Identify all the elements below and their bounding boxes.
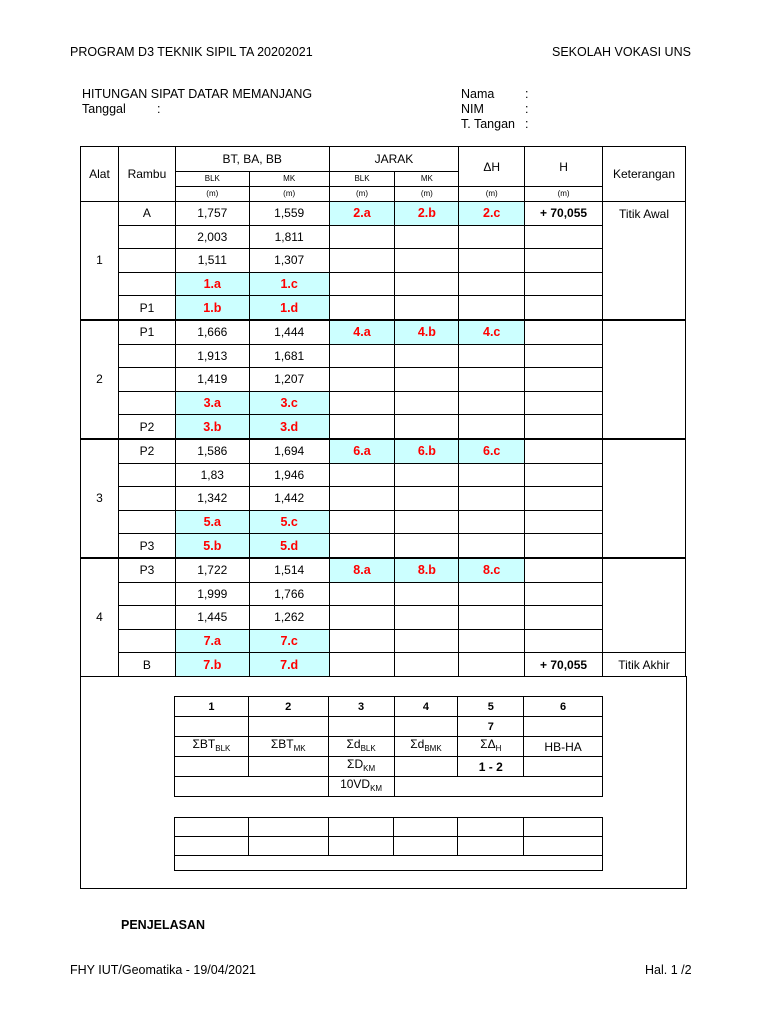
header-rambu: Rambu [118, 147, 175, 202]
empty-cell [394, 757, 458, 777]
empty-cell [525, 296, 603, 320]
nama-colon: : [525, 87, 529, 101]
mk-cell: 1,514 [249, 558, 329, 582]
table-row [81, 653, 686, 677]
empty-cell [395, 344, 459, 368]
blk-cell: 1,722 [175, 558, 249, 582]
empty-cell [395, 272, 459, 296]
rambu-cell [118, 510, 175, 534]
empty-cell [395, 225, 459, 249]
empty-cell [248, 757, 328, 777]
empty-cell [395, 249, 459, 273]
rambu-cell: B [118, 653, 175, 677]
header-alat: Alat [81, 147, 119, 202]
mk-cell: 1,946 [249, 463, 329, 487]
mk-cell: 5.c [249, 510, 329, 534]
rambu-cell [118, 344, 175, 368]
empty-cell [329, 606, 395, 630]
sum-d-bmk: $\Sigma d_{BMK}$ [394, 737, 458, 757]
table-row [81, 629, 686, 653]
blk-cell: 3.b [175, 415, 249, 439]
h-cell [525, 320, 603, 344]
empty-cell [395, 368, 459, 392]
rambu-cell: P2 [118, 439, 175, 463]
summary-col-1: 1 [175, 697, 249, 717]
mk-cell: 1,207 [249, 368, 329, 392]
rambu-cell: P3 [118, 558, 175, 582]
alat-cell: 3 [81, 439, 119, 558]
summary-col-5: 5 [458, 697, 524, 717]
empty-cell [329, 653, 395, 677]
one-minus-two: 1 - 2 [458, 757, 524, 777]
mk-cell: 1,444 [249, 320, 329, 344]
sum-delta-h: $\Sigma\Delta_H$ [458, 737, 524, 757]
blk-cell: 2,003 [175, 225, 249, 249]
tanggal-label: Tanggal [82, 102, 126, 116]
summary-col-6: 6 [524, 697, 603, 717]
empty-cell [394, 717, 458, 737]
sum-bt-mk: $\Sigma BT_{MK}$ [248, 737, 328, 757]
table-row [81, 487, 686, 511]
rambu-cell: P1 [118, 320, 175, 344]
empty-cell [395, 534, 459, 558]
empty-cell [525, 582, 603, 606]
empty-cell [459, 653, 525, 677]
table-row [81, 296, 686, 320]
empty-cell [329, 225, 395, 249]
unit-cell: (m) [459, 187, 525, 202]
empty-cell [525, 534, 603, 558]
empty-cell [175, 837, 249, 856]
tanggal-colon: : [157, 102, 161, 116]
empty-cell [525, 368, 603, 392]
jarak-mk-cell: 2.b [395, 202, 459, 226]
rambu-cell [118, 391, 175, 415]
empty-cell [175, 818, 249, 837]
empty-cell [459, 344, 525, 368]
nama-label: Nama [461, 87, 495, 101]
table-row [81, 368, 686, 392]
header-program: PROGRAM D3 TEKNIK SIPIL TA 20202021 [70, 45, 313, 59]
delta-h-cell: 4.c [459, 320, 525, 344]
header-bt-ba-bb: BT, BA, BB [175, 147, 329, 172]
summary-col-3: 3 [328, 697, 394, 717]
summary-col-7: 7 [458, 717, 524, 737]
empty-cell [459, 296, 525, 320]
empty-cell [329, 272, 395, 296]
empty-cell [395, 510, 459, 534]
empty-cell [458, 837, 524, 856]
empty-cell [459, 487, 525, 511]
mk-cell: 1,442 [249, 487, 329, 511]
delta-h-cell: 8.c [459, 558, 525, 582]
table-row [81, 202, 686, 226]
empty-cell [459, 225, 525, 249]
blk-cell: 1,511 [175, 249, 249, 273]
header-keterangan: Keterangan [603, 147, 686, 202]
unit-cell: (m) [329, 187, 395, 202]
table-row [81, 558, 686, 582]
empty-cell [328, 717, 394, 737]
ten-vd-km: $10VD_{KM}$ [328, 777, 394, 797]
mk-cell: 1,811 [249, 225, 329, 249]
header-school: SEKOLAH VOKASI UNS [552, 45, 691, 59]
rambu-cell [118, 582, 175, 606]
empty-cell [459, 368, 525, 392]
sum-bt-blk: $\Sigma BT_{BLK}$ [175, 737, 249, 757]
rambu-cell [118, 272, 175, 296]
blk-cell: 1.b [175, 296, 249, 320]
alat-cell: 4 [81, 558, 119, 676]
empty-cell [525, 225, 603, 249]
empty-cell [395, 653, 459, 677]
blk-cell: 3.a [175, 391, 249, 415]
empty-cell [525, 249, 603, 273]
h-cell: + 70,055 [525, 202, 603, 226]
empty-cell [329, 368, 395, 392]
empty-cell [395, 415, 459, 439]
blk-cell: 1.a [175, 272, 249, 296]
empty-cell [395, 582, 459, 606]
jarak-mk-cell: 4.b [395, 320, 459, 344]
mk-cell: 7.d [249, 653, 329, 677]
rambu-cell [118, 606, 175, 630]
empty-cell [329, 249, 395, 273]
ttangan-label: T. Tangan [461, 117, 515, 131]
empty-cell [329, 487, 395, 511]
alat-cell: 2 [81, 320, 119, 439]
empty-cell [525, 510, 603, 534]
mk-cell: 1.c [249, 272, 329, 296]
empty-cell [394, 818, 458, 837]
empty-cell [525, 391, 603, 415]
empty-cell [394, 777, 602, 797]
empty-cell [248, 837, 328, 856]
blk-cell: 1,666 [175, 320, 249, 344]
empty-cell [329, 510, 395, 534]
mk-cell: 3.c [249, 391, 329, 415]
mk-cell: 1,681 [249, 344, 329, 368]
table-row [81, 272, 686, 296]
mk-cell: 3.d [249, 415, 329, 439]
mk-cell: 7.c [249, 629, 329, 653]
empty-cell [329, 415, 395, 439]
empty-cell [175, 717, 249, 737]
h-cell: + 70,055 [525, 653, 603, 677]
rambu-cell [118, 487, 175, 511]
empty-cell [329, 534, 395, 558]
rambu-cell [118, 225, 175, 249]
summary-col-4: 4 [394, 697, 458, 717]
empty-cell [459, 629, 525, 653]
jarak-mk-cell: 6.b [395, 439, 459, 463]
blk-cell: 5.a [175, 510, 249, 534]
empty-cell [459, 582, 525, 606]
blk-cell: 1,586 [175, 439, 249, 463]
rambu-cell [118, 629, 175, 653]
table-row [81, 320, 686, 344]
blk-cell: 1,757 [175, 202, 249, 226]
empty-cell [459, 391, 525, 415]
rambu-cell: P2 [118, 415, 175, 439]
keterangan-cell [603, 439, 686, 558]
header-jarak: JARAK [329, 147, 459, 172]
jarak-blk-cell: 2.a [329, 202, 395, 226]
rambu-cell [118, 249, 175, 273]
mk-cell: 5.d [249, 534, 329, 558]
unit-cell: (m) [395, 187, 459, 202]
subheader-mk: MK [249, 172, 329, 187]
empty-cell [459, 249, 525, 273]
blk-cell: 1,419 [175, 368, 249, 392]
blk-cell: 7.a [175, 629, 249, 653]
blk-cell: 1,342 [175, 487, 249, 511]
nim-label: NIM [461, 102, 484, 116]
table-row [81, 606, 686, 630]
rambu-cell: A [118, 202, 175, 226]
nim-colon: : [525, 102, 529, 116]
empty-cell [248, 818, 328, 837]
empty-cell [525, 487, 603, 511]
table-row [81, 510, 686, 534]
empty-cell [328, 837, 394, 856]
empty-cell [395, 629, 459, 653]
empty-cell [524, 818, 603, 837]
empty-cell [395, 487, 459, 511]
delta-h-cell: 2.c [459, 202, 525, 226]
table-row [81, 225, 686, 249]
blank-table [174, 817, 603, 871]
blk-cell: 5.b [175, 534, 249, 558]
empty-cell [329, 629, 395, 653]
penjelasan-heading: PENJELASAN [121, 918, 206, 932]
subheader-jarak-blk: BLK [329, 172, 395, 187]
empty-cell [459, 534, 525, 558]
empty-cell [328, 818, 394, 837]
keterangan-cell: Titik Awal [603, 202, 686, 320]
delta-h-cell: 6.c [459, 439, 525, 463]
empty-cell [394, 837, 458, 856]
empty-cell [525, 344, 603, 368]
empty-cell [459, 415, 525, 439]
table-row [81, 463, 686, 487]
form-title: HITUNGAN SIPAT DATAR MEMANJANG [82, 87, 313, 101]
mk-cell: 1,262 [249, 606, 329, 630]
footer-left: FHY IUT/Geomatika - 19/04/2021 [70, 963, 256, 977]
hb-ha: HB-HA [524, 737, 603, 757]
mk-cell: 1,559 [249, 202, 329, 226]
table-row [81, 439, 686, 463]
empty-cell [248, 717, 328, 737]
blk-cell: 1,913 [175, 344, 249, 368]
empty-cell [175, 757, 249, 777]
sum-d-km: $\Sigma D_{KM}$ [328, 757, 394, 777]
mk-cell: 1,766 [249, 582, 329, 606]
empty-cell [329, 463, 395, 487]
mk-cell: 1,307 [249, 249, 329, 273]
empty-cell [329, 391, 395, 415]
empty-cell [524, 717, 603, 737]
summary-table [174, 696, 603, 797]
empty-cell [525, 629, 603, 653]
blk-cell: 7.b [175, 653, 249, 677]
empty-cell [459, 272, 525, 296]
empty-cell [395, 296, 459, 320]
blk-cell: 1,999 [175, 582, 249, 606]
empty-cell [395, 391, 459, 415]
table-row [81, 249, 686, 273]
table-row [81, 415, 686, 439]
h-cell [525, 558, 603, 582]
empty-cell [175, 777, 329, 797]
empty-cell [329, 296, 395, 320]
leveling-table [80, 146, 686, 677]
empty-cell [525, 463, 603, 487]
rambu-cell: P1 [118, 296, 175, 320]
header-delta-h: ΔH [459, 147, 525, 187]
empty-cell [329, 582, 395, 606]
jarak-blk-cell: 4.a [329, 320, 395, 344]
table-row [81, 391, 686, 415]
keterangan-cell [603, 558, 686, 653]
mk-cell: 1.d [249, 296, 329, 320]
unit-cell: (m) [175, 187, 249, 202]
mk-cell: 1,694 [249, 439, 329, 463]
keterangan-cell [603, 320, 686, 439]
empty-cell [458, 818, 524, 837]
rambu-cell [118, 463, 175, 487]
unit-cell: (m) [525, 187, 603, 202]
sum-d-blk: $\Sigma d_{BLK}$ [328, 737, 394, 757]
empty-cell [395, 606, 459, 630]
empty-cell [525, 272, 603, 296]
blk-cell: 1,83 [175, 463, 249, 487]
unit-cell: (m) [249, 187, 329, 202]
empty-cell [524, 837, 603, 856]
blk-cell: 1,445 [175, 606, 249, 630]
table-row [81, 582, 686, 606]
empty-cell [459, 510, 525, 534]
h-cell [525, 439, 603, 463]
subheader-blk: BLK [175, 172, 249, 187]
rambu-cell: P3 [118, 534, 175, 558]
page-number: Hal. 1 /2 [645, 963, 692, 977]
empty-cell [525, 415, 603, 439]
jarak-blk-cell: 8.a [329, 558, 395, 582]
subheader-jarak-mk: MK [395, 172, 459, 187]
empty-cell [329, 344, 395, 368]
jarak-blk-cell: 6.a [329, 439, 395, 463]
ttangan-colon: : [525, 117, 529, 131]
rambu-cell [118, 368, 175, 392]
keterangan-cell: Titik Akhir [603, 653, 686, 677]
jarak-mk-cell: 8.b [395, 558, 459, 582]
empty-cell [175, 856, 603, 871]
summary-col-2: 2 [248, 697, 328, 717]
table-row [81, 534, 686, 558]
table-row [81, 344, 686, 368]
empty-cell [524, 757, 603, 777]
header-h: H [525, 147, 603, 187]
empty-cell [459, 463, 525, 487]
empty-cell [395, 463, 459, 487]
alat-cell: 1 [81, 202, 119, 320]
empty-cell [459, 606, 525, 630]
empty-cell [525, 606, 603, 630]
